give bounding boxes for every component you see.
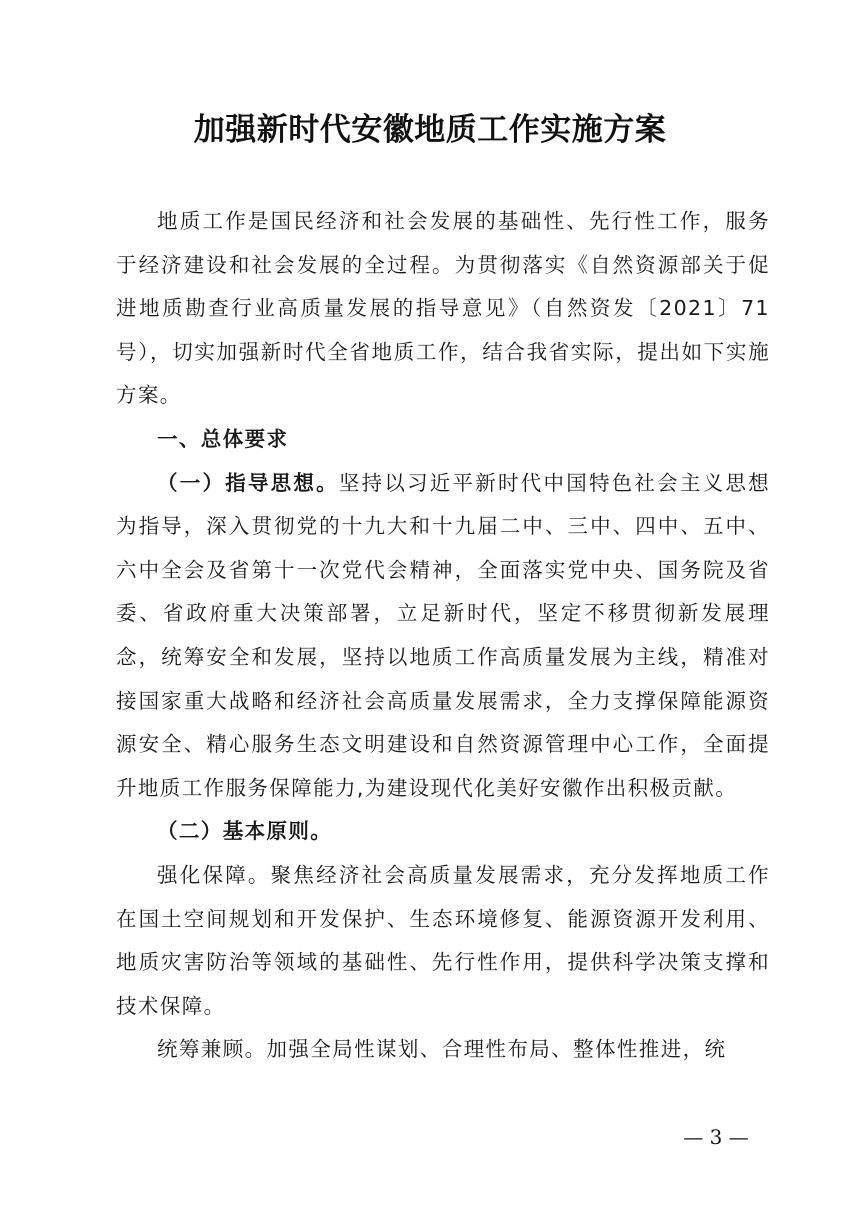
principle-strengthen-guarantee: 强化保障。聚焦经济社会高质量发展需求，充分发挥地质工作在国土空间规划和开发保护、生态环境修复、能源资源开发利用、地质灾害防治等领域的基础性、先行性作用，提供科学决策支撑和技术保障。 xyxy=(116,862,770,1018)
document-body xyxy=(116,200,770,1072)
principle-overall-planning: 统筹兼顾。加强全局性谋划、合理性布局、整体性推进，统 xyxy=(157,1037,727,1062)
basic-principles-lead: （二）基本原则。 xyxy=(157,819,333,844)
page-number: — 3 — xyxy=(683,1125,749,1149)
guiding-ideology-text: 坚持以习近平新时代中国特色社会主义思想为指导，深入贯彻党的十九大和十九届二中、三中、四中、五中、六中全会及省第十一次党代会精神，全面落实党中央、国务院及省委、省政府重大决策部署，立足新时代，坚定不移贯彻新发展理念，统筹安全和发展，坚持以地质工作高质量发展为主线，精准对接国家重大战略和经济社会高质量发展需求，全力支撑保障能源资源安全、精心服务生态文明建设和自然资源管理中心工作，全面提升地质工作服务保障能力,为建设现代化美好安徽作出积极贡献。 xyxy=(116,470,770,800)
document-title: 加强新时代安徽地质工作实施方案 xyxy=(193,112,667,148)
section-heading-general-requirements: 一、总体要求 xyxy=(157,426,289,451)
basic-principles-heading xyxy=(116,810,770,854)
intro-paragraph: 地质工作是国民经济和社会发展的基础性、先行性工作，服务于经济建设和社会发展的全过程。为贯彻落实《自然资源部关于促进地质勘查行业高质量发展的指导意见》（自然资发〔2021〕71号），切实加强新时代全省地质工作，结合我省实际，提出如下实施方案。 xyxy=(116,209,770,408)
guiding-ideology-paragraph xyxy=(116,462,770,811)
guiding-ideology-lead: （一）指导思想。 xyxy=(157,470,339,495)
